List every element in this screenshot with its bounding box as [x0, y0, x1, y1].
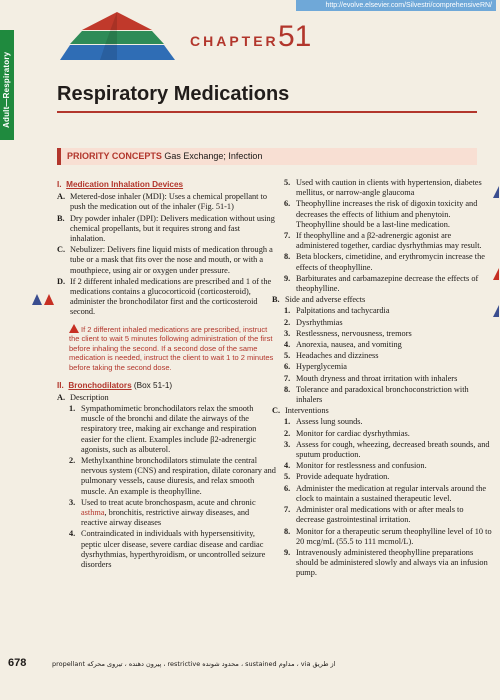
list-item: 9. Barbiturates and carbamazepine decrease the effects of theophylline. [284, 273, 479, 294]
subsection-heading: A. Description [57, 392, 109, 402]
subsection-heading: C. Interventions [272, 406, 329, 416]
list-item: 2. Dysrhythmias [284, 317, 343, 327]
alert-text: If 2 different inhaled medications are prescribed, instruct the client to wait 5 minutes following administration of the first before inhaling the second. If a second dose of the same medication is needed, instruct the client to wait 1 to 2 minutes before taking the second dose. [69, 324, 274, 373]
list-item: 8. Monitor for a therapeutic serum theophylline level of 10 to 20 mcg/mL (55.5 to 111 mcmol/L). [284, 526, 492, 546]
warning-icon [69, 324, 79, 333]
list-item: 1. Sympathomimetic bronchodilators relax the smooth muscle of the bronchi and dilate the airways of the respiratory tree, making air exchange and respiration easier for the client. Examples include β2-adrenergic agonists, such as albuterol. [69, 404, 257, 454]
list-item: 7. Administer oral medications with or after meals to decrease gastrointestinal irritation. [284, 505, 464, 525]
footnote-glossary: propellant پیرون دهنده ، تیروی محرکه ، restrictive محدود شونده ، sustained مداوم ، via از طریق [52, 660, 336, 668]
side-tab-label: Adult—Respiratory [2, 51, 11, 128]
section-heading-1: I. Medication Inhalation Devices [57, 180, 184, 189]
priority-concepts-label: PRIORITY CONCEPTS [67, 151, 162, 161]
list-item: 7. Mouth dryness and throat irritation with inhalers [284, 373, 458, 383]
list-item: 6. Theophylline increases the risk of digoxin toxicity and decreases the effects of lithium and phenytoin. Theophylline should be a last-line medication. [284, 199, 478, 229]
pyramid-logo-icon [60, 10, 175, 65]
list-item: 1. Palpitations and tachycardia [284, 306, 390, 316]
highlighted-term: asthma [81, 508, 105, 518]
list-item: 5. Provide adequate hydration. [284, 472, 390, 482]
list-item: 9. Intravenously administered theophylline preparations should be administered slowly and always via an infusion pump. [284, 547, 488, 578]
chapter-label: CHAPTER [190, 33, 279, 49]
list-item: B. Dry powder inhaler (DPI): Delivers medication without using chemical propellants, but it requires strong and fast inhalation. [57, 213, 275, 244]
list-item: 8. Tolerance and paradoxical bronchoconstriction with inhalers [284, 384, 469, 405]
list-item: 6. Hyperglycemia [284, 362, 347, 372]
list-item: A. Metered-dose inhaler (MDI): Uses a chemical propellant to push the medication out of the inhaler (Fig. 51-1) [57, 192, 267, 212]
list-item: 1. Assess lung sounds. [284, 417, 363, 427]
margin-triangle-icon [493, 186, 499, 198]
section-side-tab [0, 30, 14, 140]
list-item: 2. Monitor for cardiac dysrhythmias. [284, 428, 410, 438]
list-item: 3. Assess for cough, wheezing, decreased breath sounds, and sputum production. [284, 439, 490, 460]
alert-box [69, 324, 277, 373]
url-banner[interactable]: http://evolve.elsevier.com/Silvestri/comprehensiveRN/ [296, 0, 496, 11]
list-item: 3. Used to treat acute bronchospasm, acute and chronic asthma, bronchitis, restrictive airway diseases, and reactive airway diseases [69, 497, 256, 528]
list-item: 5. Used with caution in clients with hypertension, diabetes mellitus, or narrow-angle glaucoma [284, 178, 482, 198]
list-item: 5. Headaches and dizziness [284, 351, 379, 361]
list-item: 6. Administer the medication at regular intervals around the clock to maintain a sustained therapeutic level. [284, 483, 487, 503]
priority-concepts-value: Gas Exchange; Infection [164, 151, 263, 161]
list-item: C. Nebulizer: Delivers fine liquid mists of medication through a tube or a mask that fits over the nose and mouth, or with a mouthpiece, using air or oxygen under pressure. [57, 245, 273, 275]
box-reference[interactable]: (Box 51-1) [133, 380, 173, 390]
page-title: Respiratory Medications [57, 83, 290, 105]
subsection-heading: B. Side and adverse effects [272, 295, 366, 305]
list-item: 3. Restlessness, nervousness, tremors [284, 328, 412, 338]
right-column [272, 178, 492, 580]
list-item: 4. Monitor for restlessness and confusion. [284, 461, 427, 471]
margin-triangle-icon [493, 305, 499, 317]
title-divider [57, 111, 477, 113]
list-item: 4. Contraindicated in individuals with hypersensitivity, peptic ulcer disease, severe cardiac disease and cardiac dysrhythmias, hyperthyroidism, or uncontrolled seizure disorders [69, 529, 266, 570]
margin-triangle-icon [493, 268, 499, 280]
chapter-number: 51 [278, 20, 312, 53]
list-item: 2. Methylxanthine bronchodilators stimulate the central nervous system (CNS) and respiration, dilate coronary and pulmonary vessels, cause diuresis, and relax smooth muscle. An example is theophylline. [69, 456, 276, 496]
list-item: 4. Anorexia, nausea, and vomiting [284, 340, 402, 350]
priority-concepts-bar [57, 148, 477, 165]
left-column [57, 178, 277, 571]
list-item: D. If 2 different inhaled medications are prescribed and 1 of the medications contains a glucocorticoid (corticosteroid), administer the bronchodilator first and the corticosteroid second. [57, 276, 272, 317]
list-item: 8. Beta blockers, cimetidine, and erythromycin increase the effects of theophylline. [284, 252, 485, 272]
page-number: 678 [8, 657, 27, 669]
section-heading-2: II. Bronchodilators (Box 51-1) [57, 380, 173, 390]
list-item: 7. If theophylline and a β2-adrenergic agonist are administered together, cardiac dysrhythmias may result. [284, 231, 482, 251]
priority-triangle-marker-icon [32, 293, 54, 307]
